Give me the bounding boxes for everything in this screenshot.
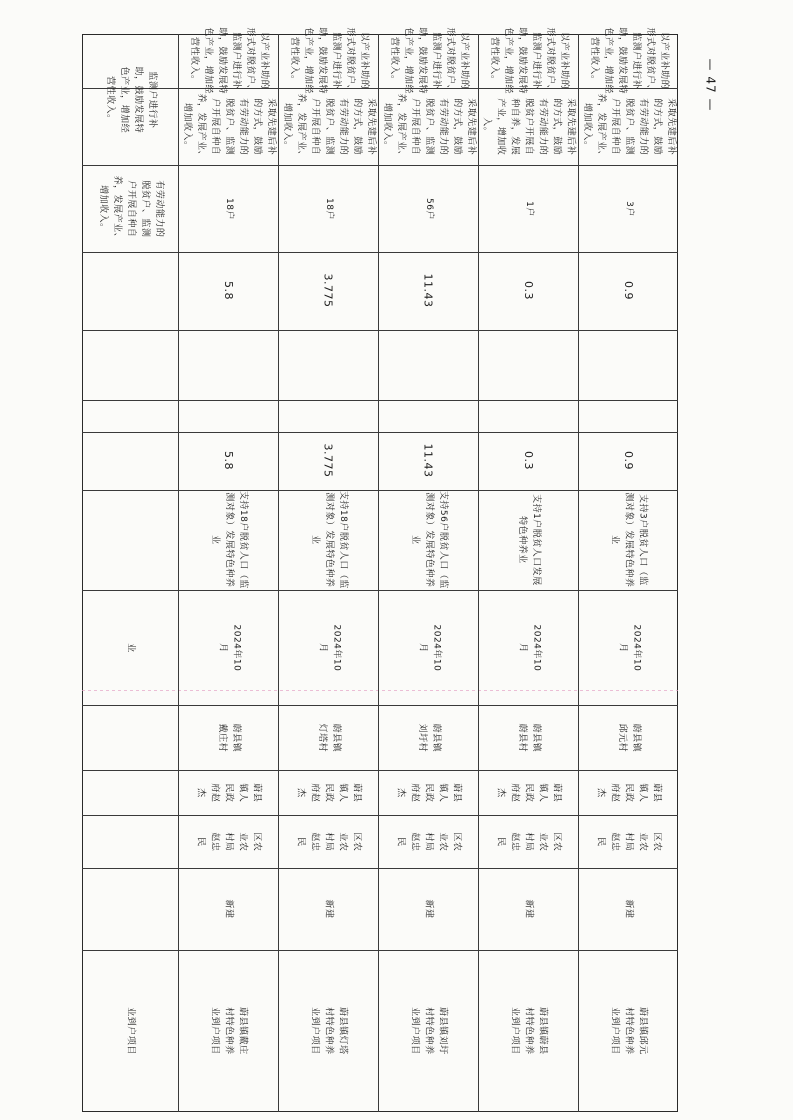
cell-text: 以产业补助的 形式对脱贫户、 监测户进行补 助，鼓励发展特 色产业，增加经 营性收入。 — [189, 27, 269, 95]
cell-text: 以产业补助的 形式对脱贫户、 监测户进行补 助，鼓励发展特 色产业，增加经 营性收入。 — [289, 27, 369, 95]
cell-text: 采取先建后补 的方式，鼓励 有劳动能力的 脱贫户、监测 户开展自种自 养，发展产业、 增加收入。 — [582, 93, 676, 160]
table-cell-owner — [578, 770, 678, 815]
table-cell-invest — [278, 252, 378, 330]
table-cell-mechanism — [378, 88, 478, 165]
table-cell-content — [178, 490, 278, 590]
table-cell-invest — [578, 252, 678, 330]
cell-text: 2024年10 月 — [216, 624, 241, 671]
table-cell-dept — [578, 815, 678, 868]
cell-text: 蔚县镇戴庄 村特色种养 业到户项目 — [210, 1007, 248, 1055]
table-cell-type — [178, 868, 278, 950]
table-cell-period — [578, 590, 678, 705]
cell-text: 蔚县镇 戴庄村 — [216, 723, 241, 752]
cell-text: 新建 — [323, 899, 334, 919]
table-cell-project-name — [178, 950, 278, 1112]
cell-text: 新建 — [523, 899, 534, 919]
cell-text: 监测户进行补 助，鼓励发展特 色产业，增加经 营性收入。 — [105, 66, 157, 133]
cell-text: 新建 — [423, 899, 434, 919]
table-cell-dept — [278, 815, 378, 868]
cell-text: 蔚县 镇人 民政 府赵 杰 — [296, 782, 362, 803]
table-cell-type — [478, 868, 578, 950]
table-cell-content — [578, 490, 678, 590]
table-cell-fund — [378, 432, 478, 490]
top-row-benefit — [82, 34, 178, 165]
cell-text: 蔚县 镇人 民政 府赵 杰 — [196, 782, 262, 803]
table-cell-mechanism — [178, 88, 278, 165]
cell-text: 新建 — [623, 899, 634, 919]
table-cell-owner — [378, 770, 478, 815]
page-number — [690, 50, 730, 120]
grid-line — [82, 400, 678, 401]
table-cell-benefit — [578, 27, 678, 95]
cell-text: 蔚县 镇人 民政 府赵 杰 — [396, 782, 462, 803]
table-cell-project-name — [378, 950, 478, 1112]
cell-text: 18户 — [223, 197, 234, 220]
table-cell-benefit — [178, 27, 278, 95]
cell-text: 蔚县 镇人 民政 府赵 杰 — [496, 782, 562, 803]
cell-text: 56户 — [423, 197, 434, 220]
table-cell-type — [578, 868, 678, 950]
table-cell-site — [178, 705, 278, 770]
cell-text: 区农 业农 村局 赵忠 民 — [396, 831, 462, 852]
table-cell-invest — [378, 252, 478, 330]
cell-text: 蔚县镇灯塔 村特色种养 业到户项目 — [310, 1007, 348, 1055]
table-cell-benefit — [278, 27, 378, 95]
cell-text: 3.775 — [321, 443, 335, 478]
cell-text: 以产业补助的 形式对脱贫户、 监测户进行补 助，鼓励发展特 色产业，增加经 营性收入。 — [489, 27, 569, 95]
cell-text: 区农 业农 村局 赵忠 民 — [196, 831, 262, 852]
table-cell-mechanism — [478, 88, 578, 165]
cell-text: 0.3 — [521, 451, 535, 471]
cell-text: 蔚县 镇人 民政 府赵 杰 — [596, 782, 662, 803]
cell-text: 支持18户脱贫人口（监 测对象）发展特色种养 业 — [310, 491, 348, 589]
cell-text: 蔚县镇邱元 村特色种养 业到户项目 — [610, 1007, 648, 1055]
cell-text: 蔚县镇 灯塔村 — [316, 723, 341, 752]
table-cell-households — [278, 165, 378, 252]
table-cell-fund — [578, 432, 678, 490]
cell-text: 5.8 — [221, 281, 235, 301]
cell-text: 0.9 — [621, 451, 635, 471]
table-cell-households — [178, 165, 278, 252]
cell-text: 0.9 — [621, 281, 635, 301]
table-cell-period — [178, 590, 278, 705]
table-cell-site — [278, 705, 378, 770]
cell-text: 区农 业农 村局 赵忠 民 — [496, 831, 562, 852]
cell-text: 蔚县镇 蔚县村 — [516, 723, 541, 752]
cell-text: 支持1户脱贫人口发展 特色种养业 — [516, 494, 541, 586]
cell-text: 3.775 — [321, 273, 335, 308]
table-cell-project-name — [278, 950, 378, 1112]
table-cell-mechanism — [578, 88, 678, 165]
cell-text: 蔚县镇蔚县 村特色种养 业到户项目 — [510, 1007, 548, 1055]
table-cell-content — [278, 490, 378, 590]
table-cell-owner — [478, 770, 578, 815]
top-row-content — [82, 590, 178, 705]
cell-text: 采取先建后补 的方式，鼓励 有劳动能力的 脱贫户、监测 户开展自种自 养，发展产业、 增加收入。 — [382, 93, 476, 160]
cell-text: 2024年10 月 — [616, 624, 641, 671]
table-cell-project-name — [578, 950, 678, 1112]
table-cell-owner — [278, 770, 378, 815]
grid-line — [82, 330, 678, 331]
table-cell-fund — [278, 432, 378, 490]
cell-text: 1户 — [523, 200, 534, 217]
table-cell-site — [478, 705, 578, 770]
table-cell-benefit — [378, 27, 478, 95]
table-cell-fund — [178, 432, 278, 490]
table-cell-dept — [378, 815, 478, 868]
table-cell-dept — [178, 815, 278, 868]
top-row-project-name — [82, 950, 178, 1112]
cell-text: 2024年10 月 — [416, 624, 441, 671]
table-cell-type — [278, 868, 378, 950]
table-cell-content — [478, 490, 578, 590]
table-cell-fund — [478, 432, 578, 490]
table-cell-invest — [478, 252, 578, 330]
page-number-text: — 47 — — [703, 58, 717, 112]
cell-text: 新建 — [223, 899, 234, 919]
cell-text: 2024年10 月 — [316, 624, 341, 671]
table-cell-households — [478, 165, 578, 252]
cell-text: 11.43 — [421, 443, 435, 478]
table-cell-households — [378, 165, 478, 252]
cell-text: 支持3户脱贫人口（监 测对象）发展特色种养 业 — [610, 492, 648, 588]
table-cell-site — [378, 705, 478, 770]
cell-text: 5.8 — [221, 451, 235, 471]
table-cell-households — [578, 165, 678, 252]
cell-text: 2024年10 月 — [516, 624, 541, 671]
cell-text: 采取先建后补 的方式，鼓励 有劳动能力的 脱贫户、监测 户开展自种自 养，发展产业、 增加收入。 — [182, 93, 276, 160]
cell-text: 业 — [125, 642, 136, 653]
cell-text: 11.43 — [421, 273, 435, 308]
cell-text: 业到户项目 — [125, 1007, 136, 1055]
cell-text: 0.3 — [521, 281, 535, 301]
table-cell-dept — [478, 815, 578, 868]
cell-text: 蔚县镇 邱元村 — [616, 723, 641, 752]
cell-text: 支持56户脱贫人口（监 测对象）发展特色种养 业 — [410, 491, 448, 589]
cell-text: 区农 业农 村局 赵忠 民 — [296, 831, 362, 852]
table-cell-project-name — [478, 950, 578, 1112]
cell-text: 以产业补助的 形式对脱贫户、 监测户进行补 助，鼓励发展特 色产业，增加经 营性收入。 — [389, 27, 469, 95]
table-cell-period — [278, 590, 378, 705]
table-cell-period — [478, 590, 578, 705]
cell-text: 以产业补助的 形式对脱贫户、 监测户进行补 助，鼓励发展特 色产业，增加经 营性收入。 — [589, 27, 669, 95]
cell-text: 蔚县镇刘圩 村特色种养 业到户项目 — [410, 1007, 448, 1055]
cell-text: 18户 — [323, 197, 334, 220]
cell-text: 采取先建后补 的方式，鼓励 有劳动能力的 脱贫户、监测 户开展自种自 养，发展产业、 增加收入。 — [282, 93, 376, 160]
table-cell-period — [378, 590, 478, 705]
table-cell-invest — [178, 252, 278, 330]
table-cell-owner — [178, 770, 278, 815]
cell-text: 支持18户脱贫人口（监 测对象）发展特色种养 业 — [210, 491, 248, 589]
cell-text: 区农 业农 村局 赵忠 民 — [596, 831, 662, 852]
cell-text: 有劳动能力的 脱贫户、监测 户开展自种自 养，发展产业、 增加收入。 — [98, 175, 164, 242]
table-cell-mechanism — [278, 88, 378, 165]
cell-text: 3户 — [623, 200, 634, 217]
table-cell-benefit — [478, 27, 578, 95]
top-row-mechanism — [82, 165, 178, 252]
table-cell-content — [378, 490, 478, 590]
table-cell-type — [378, 868, 478, 950]
table-cell-site — [578, 705, 678, 770]
cell-text: 蔚县镇 刘圩村 — [416, 723, 441, 752]
cell-text: 采取先建后补 的方式，鼓励 有劳动能力的 脱贫户开展自 种自养，发展 产业，增加收 入。 — [482, 97, 576, 156]
